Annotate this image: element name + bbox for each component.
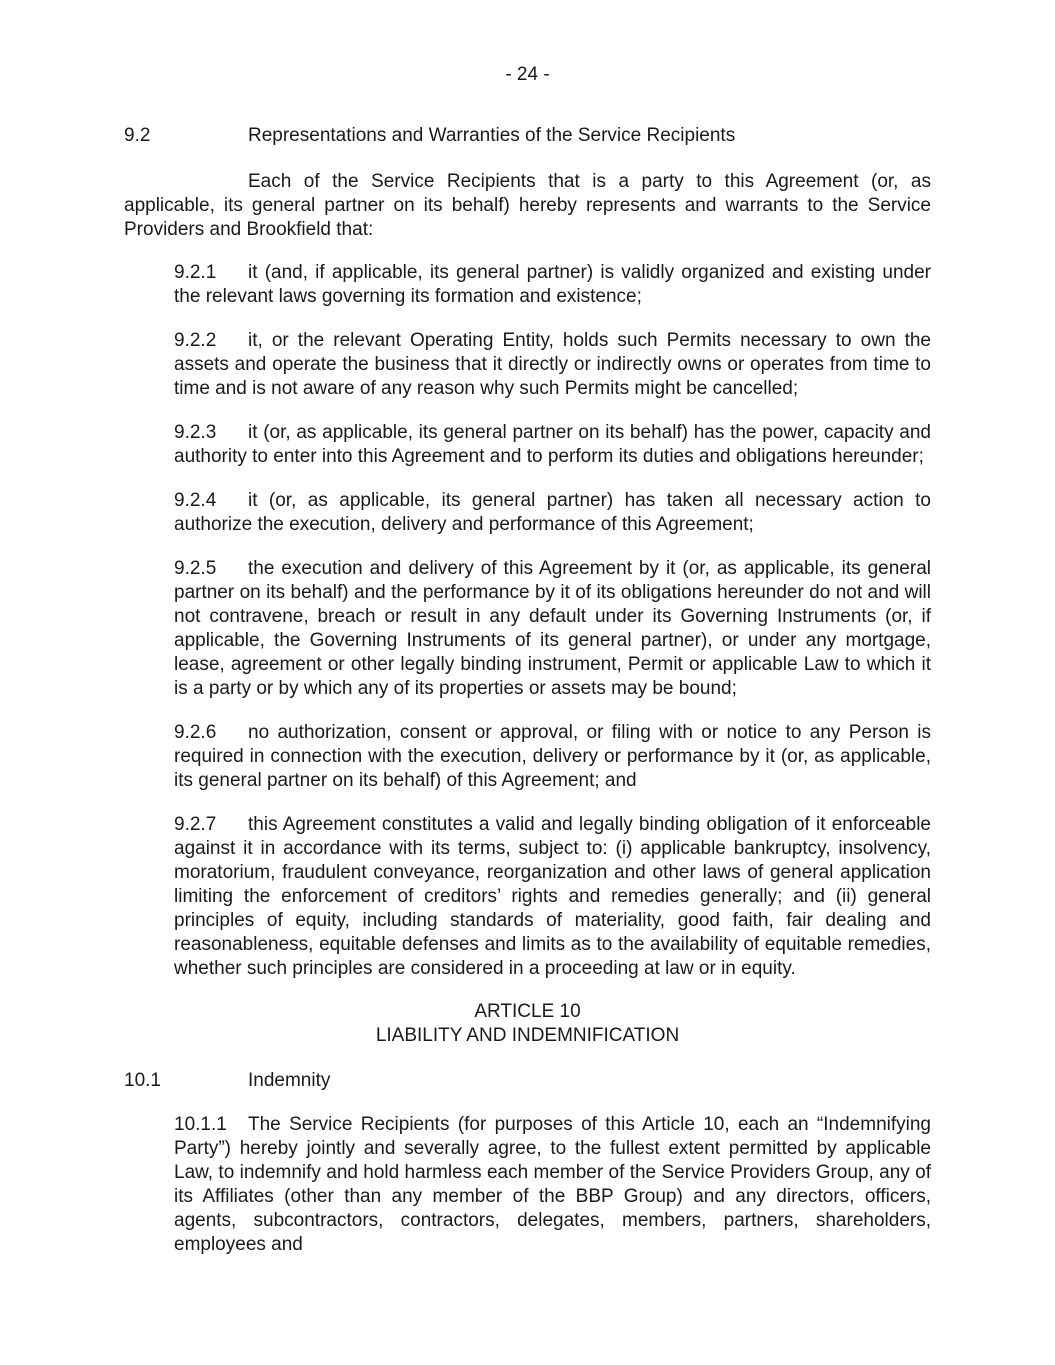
clause-number: 9.2.2 [174,330,217,351]
clause-9-2-7 [174,813,931,981]
clause-text: it, or the relevant Operating Entity, holds such Permits necessary to own the assets and operate the business that it directly or indirectly owns or operates from time to time and is not aware of any reason why such Permits might be cancelled; [174,330,931,399]
clause-text: it (or, as applicable, its general partner on its behalf) has the power, capacity and authority to enter into this Agreement and to perform its duties and obligations hereunder; [174,422,931,467]
clause-number: 10.1.1 [174,1114,227,1135]
clause-9-2-6 [174,721,931,793]
clause-9-2-5 [174,557,931,701]
clause-number: 9.2.1 [174,262,217,283]
clause-text: no authorization, consent or approval, or filing with or notice to any Person is required in connection with the execution, delivery or performance by it (or, as applicable, its general partner on its behalf) of this Agreement; and [174,722,931,791]
clause-9-2-4 [174,489,931,537]
clause-number: 9.2.3 [174,422,217,443]
clause-10-1-1 [174,1113,931,1257]
clause-9-2-1 [174,261,931,309]
section-10-1-title: Indemnity [248,1070,331,1091]
page-number: - 24 - [505,64,550,85]
section-10-1-number: 10.1 [124,1070,161,1091]
clause-9-2-3 [174,421,931,469]
clause-number: 9.2.4 [174,490,217,511]
article-10-label: ARTICLE 10 [474,1001,581,1022]
section-9-2-number: 9.2 [124,125,151,146]
section-10-1-heading [124,1069,330,1093]
article-10-title: LIABILITY AND INDEMNIFICATION [375,1025,680,1046]
clause-number: 9.2.7 [174,814,217,835]
section-9-2-title: Representations and Warranties of the Service Recipients [248,125,736,146]
clause-number: 9.2.5 [174,558,217,579]
section-9-2-heading [124,124,735,148]
section-9-2-intro: Each of the Service Recipients that is a party to this Agreement (or, as applicable, its general partner on its behalf) hereby represents and warrants to the Service Providers and Brookfield that: [124,171,931,240]
clause-text: the execution and delivery of this Agreement by it (or, as applicable, its general partner on its behalf) and the performance by it of its obligations hereunder do not and will not contravene, breach or result in any default under its Governing Instruments (or, if applicable, the Governing Instruments of its general partner), or under any mortgage, lease, agreement or other legally binding instrument, Permit or applicable Law to which it is a party or by which any of its properties or assets may be bound; [174,558,931,699]
clause-text: it (or, as applicable, its general partner) has taken all necessary action to authorize the execution, delivery and performance of this Agreement; [174,490,931,535]
clause-number: 9.2.6 [174,722,217,743]
clause-9-2-2 [174,329,931,401]
clause-text: this Agreement constitutes a valid and legally binding obligation of it enforceable against it in accordance with its terms, subject to: (i) applicable bankruptcy, insolvency, moratorium, fraudulent conveyance, reorganization and other laws of general application limiting the enforcement of creditors’ rights and remedies generally; and (ii) general principles of equity, including standards of materiality, good faith, fair dealing and reasonableness, equitable defenses and limits as to the availability of equitable remedies, whether such principles are considered in a proceeding at law or in equity. [174,814,931,979]
clause-text: it (and, if applicable, its general partner) is validly organized and existing under the relevant laws governing its formation and existence; [174,262,931,307]
clause-text: The Service Recipients (for purposes of this Article 10, each an “Indemnifying Party”) hereby jointly and severally agree, to the fullest extent permitted by applicable Law, to indemnify and hold harmless each member of the Service Providers Group, any of its Affiliates (other than any member of the BBP Group) and any directors, officers, agents, subcontractors, contractors, delegates, members, partners, shareholders, employees and [174,1114,931,1255]
